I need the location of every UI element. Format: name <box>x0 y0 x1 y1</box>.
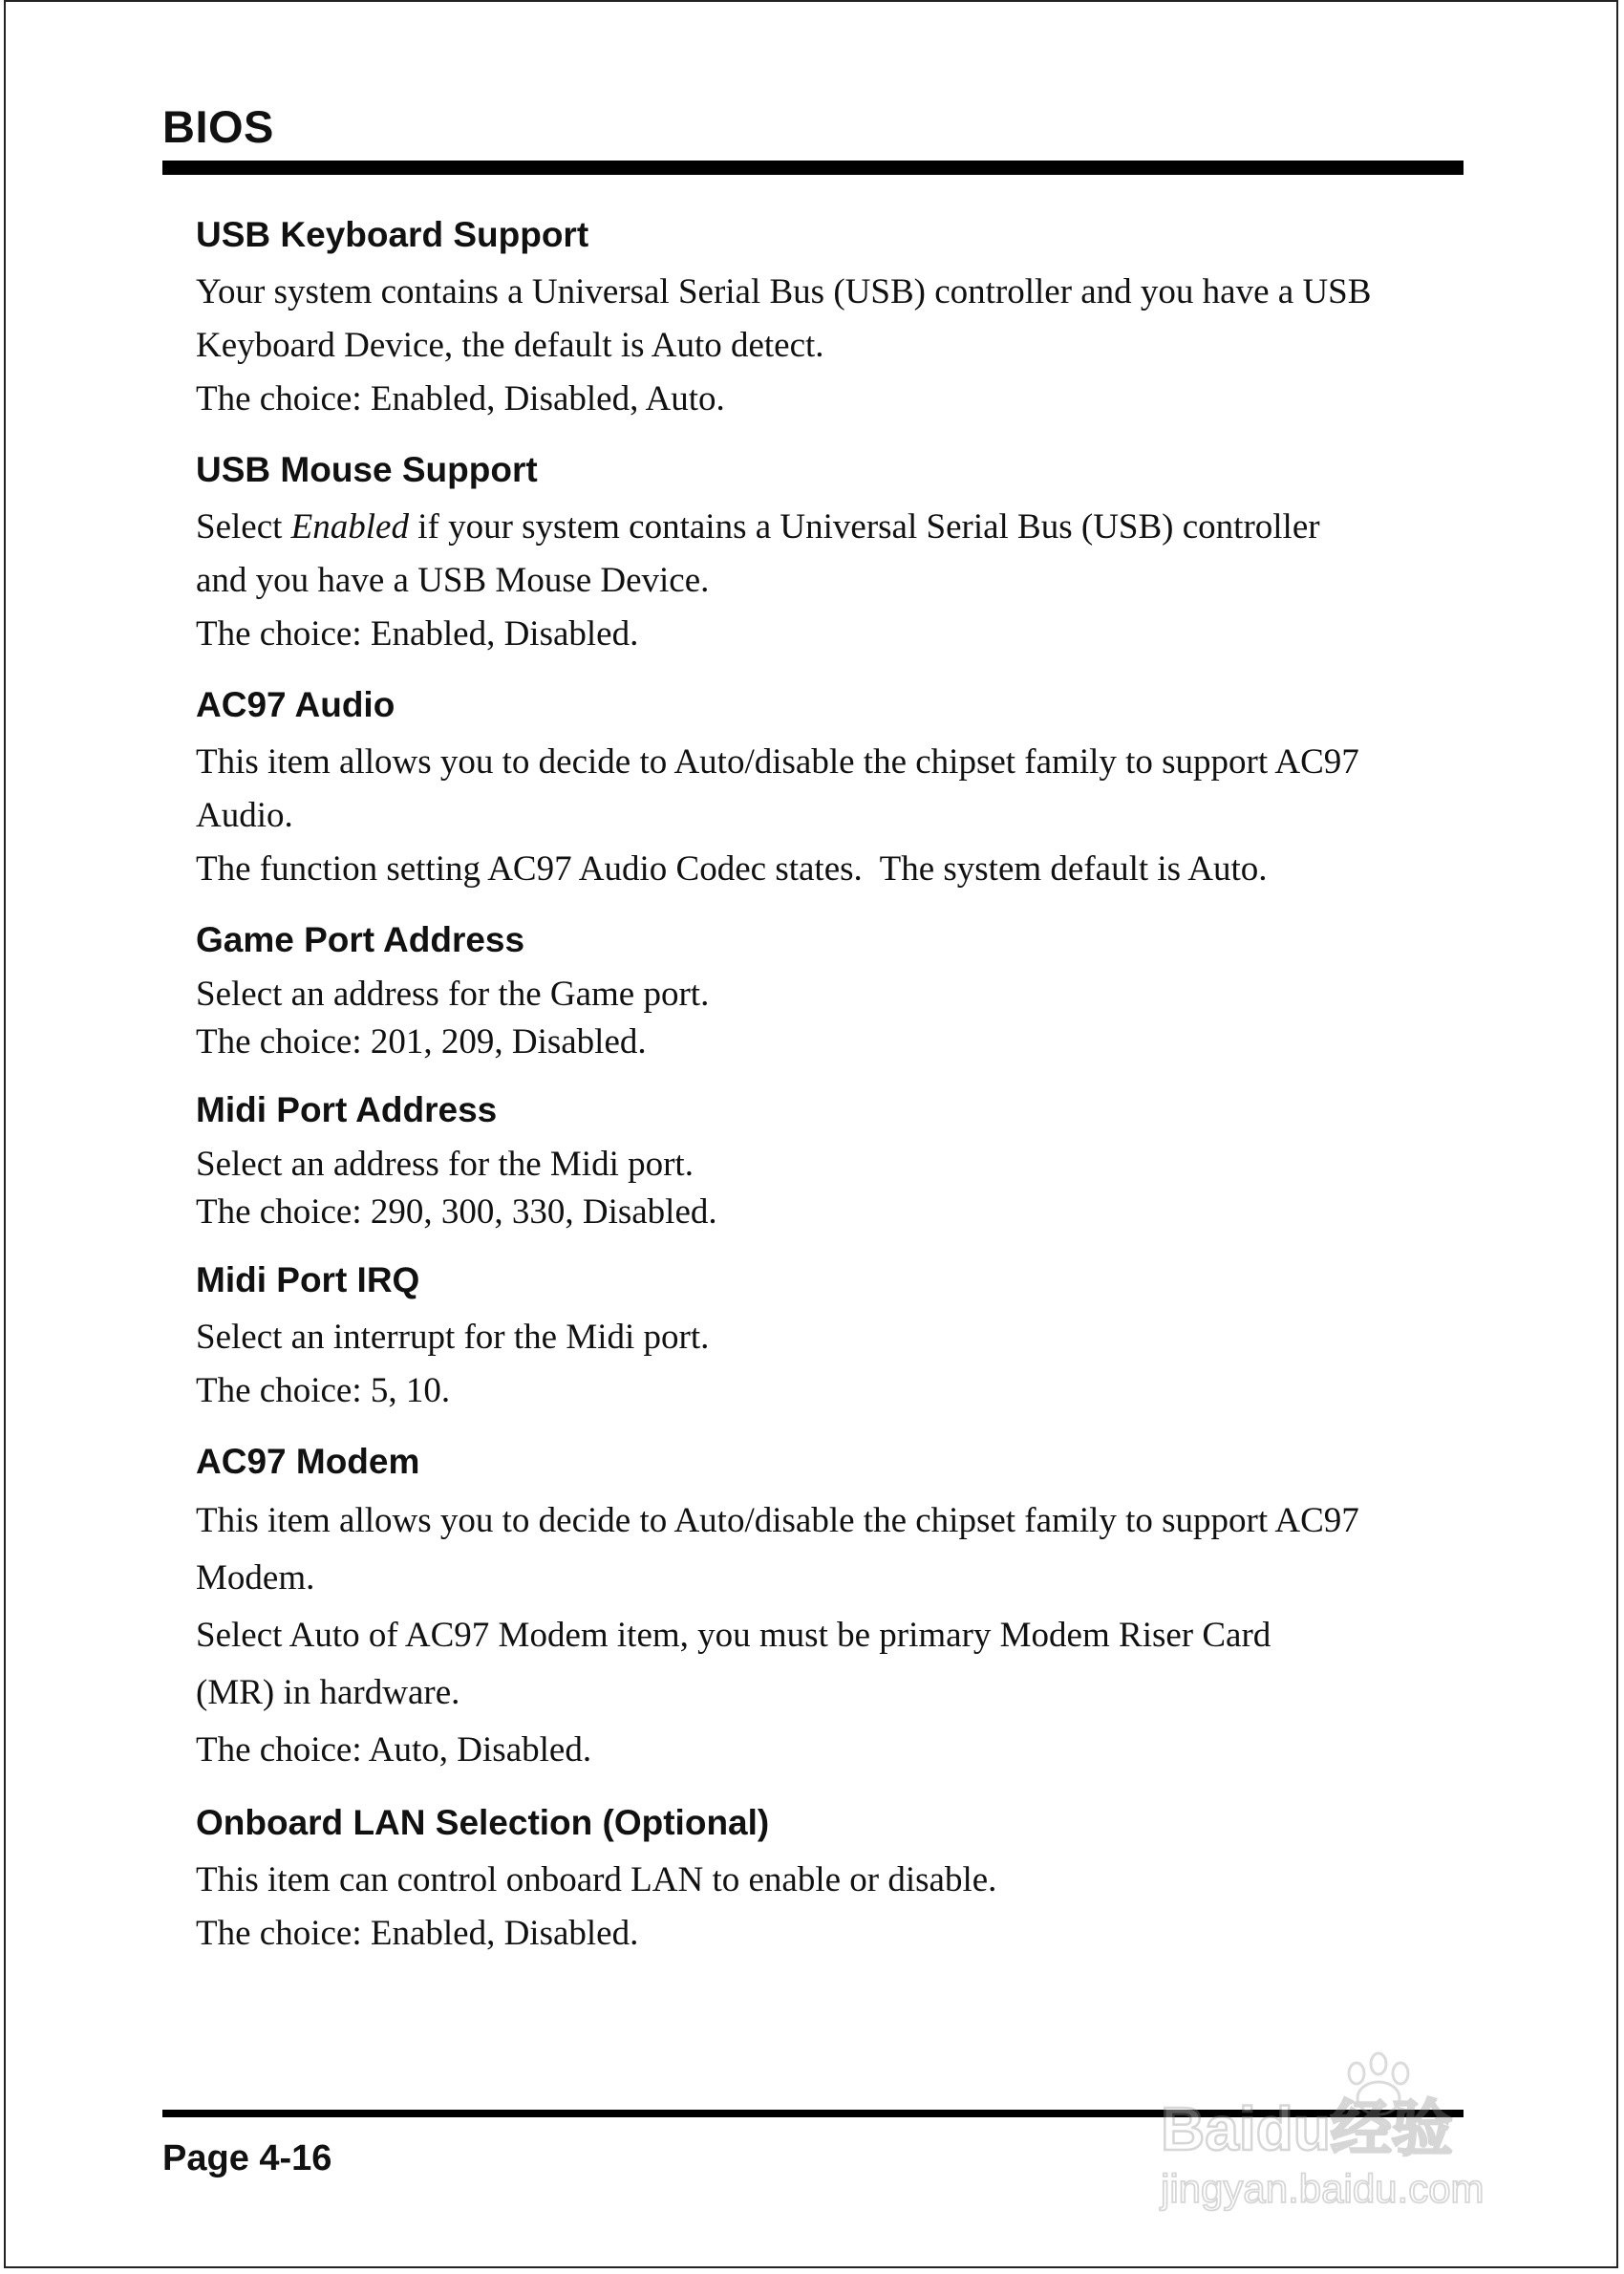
section-text: Select an interrupt for the Midi port. <box>196 1318 710 1357</box>
section-usb-keyboard-support <box>196 212 1466 426</box>
section-text: The choice: 5, 10. <box>196 1371 451 1410</box>
section-heading: USB Mouse Support <box>196 450 538 489</box>
section-text: Select an address for the Game port. <box>196 975 710 1014</box>
section-text: The choice: 290, 300, 330, Disabled. <box>196 1192 717 1232</box>
baidu-watermark-logo <box>1151 2035 1533 2217</box>
section-heading: Midi Port IRQ <box>196 1260 420 1299</box>
header-title: BIOS <box>162 101 274 152</box>
content <box>196 212 1466 1982</box>
section-text: This item allows you to decide to Auto/disable the chipset family to support AC97 <box>196 1501 1359 1540</box>
section-text: Audio. <box>196 796 293 835</box>
watermark-url: jingyan.baidu.com <box>1161 2166 1485 2211</box>
section-heading: Midi Port Address <box>196 1090 498 1129</box>
section-text: The choice: 201, 209, Disabled. <box>196 1022 647 1062</box>
section-text: Select an address for the Midi port. <box>196 1145 694 1184</box>
section-text: This item allows you to decide to Auto/disable the chipset family to support AC97 <box>196 742 1359 782</box>
section-text: The choice: Enabled, Disabled, Auto. <box>196 379 725 418</box>
section-usb-mouse-support <box>196 447 1466 661</box>
section-text: Select Auto of AC97 Modem item, you must be primary Modem Riser Card <box>196 1616 1271 1655</box>
section-onboard-lan-selection <box>196 1800 1466 1961</box>
section-midi-port-address <box>196 1087 1466 1236</box>
section-heading: AC97 Modem <box>196 1442 420 1481</box>
emphasis-enabled: Enabled <box>290 507 409 547</box>
section-text: The function setting AC97 Audio Codec states. The system default is Auto. <box>196 849 1268 889</box>
watermark-brand: Baidu经验 <box>1161 2094 1453 2163</box>
section-text: This item can control onboard LAN to enable or disable. <box>196 1860 997 1899</box>
section-ac97-audio <box>196 682 1466 896</box>
section-text: Keyboard Device, the default is Auto detect. <box>196 326 824 365</box>
section-text: The choice: Auto, Disabled. <box>196 1730 592 1770</box>
section-text: and you have a USB Mouse Device. <box>196 561 710 600</box>
section-text: The choice: Enabled, Disabled. <box>196 1914 639 1953</box>
section-heading: AC97 Audio <box>196 685 395 724</box>
section-heading: Onboard LAN Selection (Optional) <box>196 1803 770 1842</box>
section-heading: Game Port Address <box>196 920 525 959</box>
section-text: The choice: Enabled, Disabled. <box>196 614 639 654</box>
section-text: Your system contains a Universal Serial Bus (USB) controller and you have a USB <box>196 272 1372 311</box>
section-text: (MR) in hardware. <box>196 1673 460 1712</box>
section-heading: USB Keyboard Support <box>196 215 589 254</box>
footer-page-number: Page 4-16 <box>162 2138 332 2178</box>
section-ac97-modem <box>196 1439 1466 1779</box>
section-midi-port-irq <box>196 1257 1466 1418</box>
section-text <box>196 501 1466 554</box>
section-text: Modem. <box>196 1558 315 1598</box>
text-run: if your system contains a Universal Serial Bus (USB) controller <box>408 507 1320 547</box>
section-game-port-address <box>196 917 1466 1066</box>
text-run: Select <box>196 507 291 547</box>
header-rule <box>162 161 1464 175</box>
